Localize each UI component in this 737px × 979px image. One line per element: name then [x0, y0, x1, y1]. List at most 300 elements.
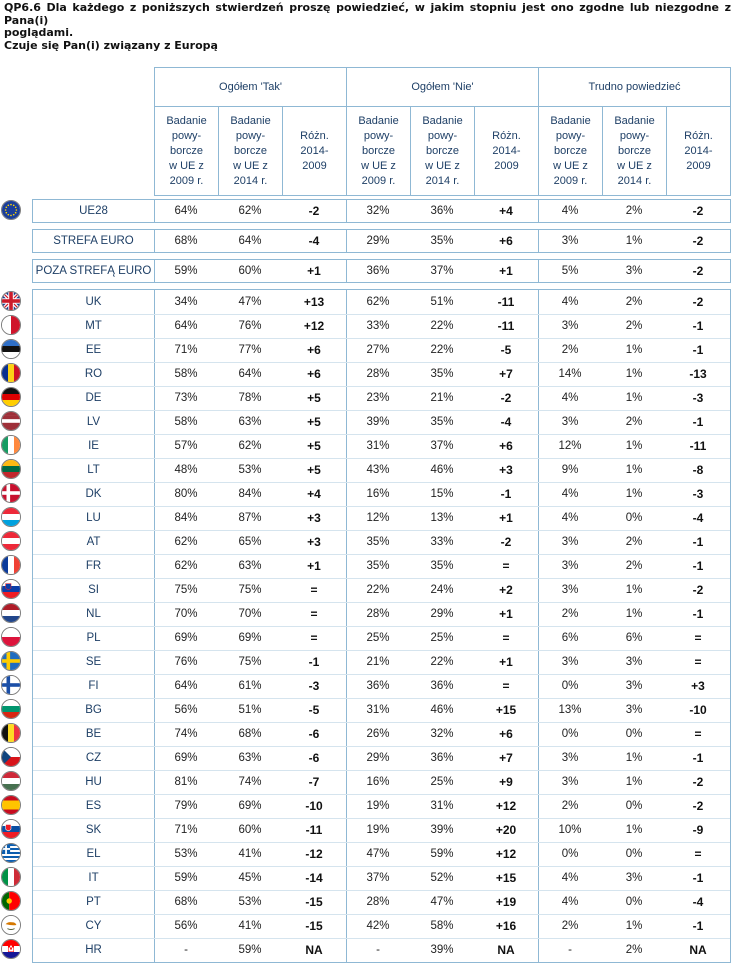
diff-cell: +15	[495, 871, 517, 885]
value-cell: 2%	[625, 416, 643, 428]
value-cell: 31%	[366, 440, 390, 452]
diff-cell: -2	[500, 535, 512, 549]
value-cell: 3%	[625, 265, 643, 277]
diff-cell: -3	[692, 391, 704, 405]
diff-cell: +12	[495, 799, 517, 813]
row-label: EL	[86, 848, 101, 860]
value-cell: 68%	[238, 728, 262, 740]
flag-fr-icon	[1, 555, 21, 575]
diff-cell: =	[502, 631, 510, 645]
value-cell: 41%	[238, 848, 262, 860]
value-cell: 62%	[174, 536, 198, 548]
value-cell: 61%	[238, 680, 262, 692]
value-cell: 32%	[366, 205, 390, 217]
value-cell: 84%	[238, 488, 262, 500]
value-cell: 2%	[625, 944, 643, 956]
diff-cell: -6	[308, 751, 320, 765]
value-cell: 35%	[366, 560, 390, 572]
diff-cell: -2	[692, 583, 704, 597]
value-cell: 64%	[174, 320, 198, 332]
value-cell: 1%	[625, 440, 643, 452]
diff-cell: -2	[692, 799, 704, 813]
diff-cell: +16	[495, 919, 517, 933]
value-cell: 35%	[430, 235, 454, 247]
diff-cell: -1	[692, 415, 704, 429]
diff-cell: +1	[499, 264, 513, 278]
value-cell: 4%	[561, 392, 579, 404]
row-label: NL	[86, 608, 101, 620]
value-cell: 35%	[430, 560, 454, 572]
value-cell: 25%	[430, 632, 454, 644]
value-cell: 16%	[366, 488, 390, 500]
diff-cell: +4	[307, 487, 321, 501]
diff-cell: -1	[692, 871, 704, 885]
diff-cell: +12	[495, 847, 517, 861]
flag-cy-icon	[1, 915, 21, 935]
value-cell: 45%	[238, 872, 262, 884]
value-cell: 0%	[625, 728, 643, 740]
value-cell: 71%	[174, 344, 198, 356]
flag-fi-icon	[1, 675, 21, 695]
diff-cell: +5	[307, 463, 321, 477]
question-title	[4, 2, 731, 52]
flag-hr-icon	[1, 939, 21, 959]
value-cell: 5%	[561, 265, 579, 277]
row-label: PT	[86, 896, 101, 908]
value-cell: 3%	[561, 416, 579, 428]
row-label: UK	[85, 296, 102, 308]
value-cell: 4%	[561, 205, 579, 217]
column-header-4: Badanie powy- borcze w UE z 2009 r.	[347, 107, 411, 195]
value-cell: 62%	[238, 440, 262, 452]
diff-cell: -5	[308, 703, 320, 717]
value-cell: 64%	[174, 205, 198, 217]
column-header-7: Badanie powy- borcze w UE z 2009 r.	[539, 107, 603, 195]
row-label: DK	[85, 488, 102, 500]
diff-cell: -2	[692, 775, 704, 789]
diff-cell: -12	[305, 847, 323, 861]
value-cell: 39%	[366, 416, 390, 428]
diff-cell: +3	[307, 535, 321, 549]
diff-cell: +1	[499, 607, 513, 621]
value-cell: 64%	[238, 368, 262, 380]
value-cell: 19%	[366, 824, 390, 836]
diff-cell: -4	[692, 895, 704, 909]
diff-cell: +5	[307, 391, 321, 405]
value-cell: 3%	[625, 704, 643, 716]
flag-pt-icon	[1, 891, 21, 911]
flag-sk-icon	[1, 819, 21, 839]
column-header-1: Badanie powy- borcze w UE z 2009 r.	[155, 107, 219, 195]
value-cell: 69%	[174, 632, 198, 644]
value-cell: 39%	[430, 824, 454, 836]
value-cell: 75%	[238, 656, 262, 668]
value-cell: 0%	[625, 512, 643, 524]
value-cell: 6%	[561, 632, 579, 644]
value-cell: 68%	[174, 896, 198, 908]
row-label: LT	[87, 464, 100, 476]
diff-cell: +2	[499, 583, 513, 597]
diff-cell: +13	[303, 295, 325, 309]
value-cell: 42%	[366, 920, 390, 932]
row-label: FR	[85, 560, 102, 572]
diff-cell: -7	[308, 775, 320, 789]
value-cell: 12%	[366, 512, 390, 524]
diff-cell: +9	[499, 775, 513, 789]
diff-cell: -1	[692, 319, 704, 333]
value-cell: 60%	[238, 265, 262, 277]
value-cell: 22%	[430, 656, 454, 668]
diff-cell: NA	[689, 943, 707, 957]
diff-cell: +1	[307, 264, 321, 278]
value-cell: 59%	[174, 265, 198, 277]
title-line-1: QP6.6 Dla każdego z poniższych stwierdzeń proszę powiedzieć, w jakim stopniu jest ono zgodne lub niezgodne z Pana(i)	[4, 1, 731, 27]
diff-cell: -8	[692, 463, 704, 477]
value-cell: 3%	[561, 560, 579, 572]
value-cell: 0%	[625, 896, 643, 908]
value-cell: 68%	[174, 235, 198, 247]
value-cell: 78%	[238, 392, 262, 404]
value-cell: 69%	[238, 632, 262, 644]
diff-cell: -5	[500, 343, 512, 357]
value-cell: 60%	[238, 824, 262, 836]
value-cell: 16%	[366, 776, 390, 788]
value-cell: 2%	[625, 536, 643, 548]
country-rows	[32, 289, 731, 963]
value-cell: 65%	[238, 536, 262, 548]
diff-cell: -10	[305, 799, 323, 813]
value-cell: 80%	[174, 488, 198, 500]
flag-ro-icon	[1, 363, 21, 383]
value-cell: 1%	[625, 464, 643, 476]
value-cell: 3%	[625, 656, 643, 668]
value-cell: 0%	[561, 680, 579, 692]
summary-row	[32, 199, 731, 223]
flag-be-icon	[1, 723, 21, 743]
value-cell: 69%	[174, 752, 198, 764]
value-cell: 63%	[238, 560, 262, 572]
flag-lv-icon	[1, 411, 21, 431]
value-cell: 77%	[238, 344, 262, 356]
value-cell: 27%	[366, 344, 390, 356]
row-label: IT	[88, 872, 99, 884]
flag-es-icon	[1, 795, 21, 815]
value-cell: 59%	[174, 872, 198, 884]
value-cell: 29%	[366, 752, 390, 764]
diff-cell: +6	[307, 343, 321, 357]
row-label: LV	[86, 416, 101, 428]
value-cell: 0%	[561, 728, 579, 740]
value-cell: 1%	[625, 608, 643, 620]
value-cell: 13%	[430, 512, 454, 524]
diff-cell: +7	[499, 367, 513, 381]
value-cell: 46%	[430, 704, 454, 716]
diff-cell: +6	[499, 439, 513, 453]
value-cell: 28%	[366, 368, 390, 380]
diff-cell: -11	[689, 439, 707, 453]
value-cell: 37%	[430, 265, 454, 277]
value-cell: 46%	[430, 464, 454, 476]
value-cell: 1%	[625, 368, 643, 380]
value-cell: 31%	[366, 704, 390, 716]
diff-cell: =	[310, 583, 318, 597]
flag-it-icon	[1, 867, 21, 887]
diff-cell: +19	[495, 895, 517, 909]
diff-cell: =	[694, 847, 702, 861]
summary-row	[32, 259, 731, 283]
row-label: IE	[88, 440, 99, 452]
diff-cell: +6	[499, 727, 513, 741]
value-cell: 53%	[174, 848, 198, 860]
diff-cell: NA	[497, 943, 515, 957]
flag-ee-icon	[1, 339, 21, 359]
diff-cell: -1	[692, 919, 704, 933]
diff-cell: -3	[308, 679, 320, 693]
value-cell: 35%	[430, 368, 454, 380]
diff-cell: +6	[499, 234, 513, 248]
diff-cell: -2	[692, 234, 704, 248]
column-header-5: Badanie powy- borcze w UE z 2014 r.	[411, 107, 475, 195]
diff-cell: +3	[307, 511, 321, 525]
diff-cell: +3	[691, 679, 705, 693]
value-cell: 19%	[366, 800, 390, 812]
diff-cell: -4	[692, 511, 704, 525]
diff-cell: -9	[692, 823, 704, 837]
value-cell: 3%	[561, 536, 579, 548]
value-cell: 3%	[625, 680, 643, 692]
diff-cell: -14	[305, 871, 323, 885]
diff-cell: -11	[497, 295, 515, 309]
diff-cell: -1	[692, 607, 704, 621]
value-cell: 36%	[366, 680, 390, 692]
value-cell: 70%	[238, 608, 262, 620]
value-cell: 63%	[238, 752, 262, 764]
diff-cell: -1	[692, 751, 704, 765]
value-cell: 29%	[430, 608, 454, 620]
diff-cell: -2	[692, 264, 704, 278]
value-cell: 69%	[238, 800, 262, 812]
value-cell: 64%	[174, 680, 198, 692]
value-cell: 36%	[430, 205, 454, 217]
title-line-2: poglądami.	[4, 26, 74, 39]
diff-cell: =	[502, 679, 510, 693]
value-cell: 21%	[366, 656, 390, 668]
value-cell: 33%	[366, 320, 390, 332]
value-cell: -	[568, 944, 572, 956]
value-cell: 26%	[366, 728, 390, 740]
row-label: HU	[85, 776, 102, 788]
diff-cell: -6	[308, 727, 320, 741]
value-cell: 81%	[174, 776, 198, 788]
diff-cell: NA	[305, 943, 323, 957]
flag-nl-icon	[1, 603, 21, 623]
value-cell: 75%	[238, 584, 262, 596]
flag-ie-icon	[1, 435, 21, 455]
row-label: SK	[85, 824, 102, 836]
value-cell: 1%	[625, 235, 643, 247]
value-cell: 75%	[174, 584, 198, 596]
value-cell: 13%	[558, 704, 582, 716]
value-cell: 53%	[238, 896, 262, 908]
diff-cell: -1	[308, 655, 320, 669]
value-cell: 51%	[238, 704, 262, 716]
value-cell: 6%	[625, 632, 643, 644]
value-cell: 84%	[174, 512, 198, 524]
diff-cell: -3	[692, 487, 704, 501]
value-cell: 3%	[561, 320, 579, 332]
value-cell: 3%	[561, 752, 579, 764]
diff-cell: -13	[689, 367, 707, 381]
row-label: PL	[86, 632, 101, 644]
value-cell: 58%	[174, 368, 198, 380]
row-label: SE	[85, 656, 102, 668]
column-header-6: Różn. 2014- 2009	[475, 107, 539, 195]
diff-cell: -4	[500, 415, 512, 429]
value-cell: 34%	[174, 296, 198, 308]
value-cell: -	[184, 944, 188, 956]
value-cell: 2%	[561, 920, 579, 932]
value-cell: 14%	[558, 368, 582, 380]
value-cell: 58%	[174, 416, 198, 428]
diff-cell: -1	[692, 343, 704, 357]
row-label: BE	[85, 728, 102, 740]
value-cell: 33%	[430, 536, 454, 548]
group-header-1: Ogółem 'Tak'	[155, 68, 347, 107]
diff-cell: +1	[499, 655, 513, 669]
flag-lt-icon	[1, 459, 21, 479]
row-label: MT	[85, 320, 102, 332]
flag-si-icon	[1, 579, 21, 599]
diff-cell: +4	[499, 204, 513, 218]
value-cell: 2%	[625, 296, 643, 308]
flag-dk-icon	[1, 483, 21, 503]
summary-row	[32, 229, 731, 253]
value-cell: 0%	[625, 800, 643, 812]
diff-cell: +20	[495, 823, 517, 837]
value-cell: 73%	[174, 392, 198, 404]
value-cell: 64%	[238, 235, 262, 247]
row-label: STREFA EURO	[53, 235, 134, 247]
value-cell: -	[376, 944, 380, 956]
row-label: RO	[84, 368, 103, 380]
value-cell: 59%	[238, 944, 262, 956]
diff-cell: =	[310, 631, 318, 645]
value-cell: 57%	[174, 440, 198, 452]
value-cell: 0%	[561, 848, 579, 860]
diff-cell: +15	[495, 703, 517, 717]
value-cell: 39%	[430, 944, 454, 956]
value-cell: 43%	[366, 464, 390, 476]
value-cell: 4%	[561, 488, 579, 500]
value-cell: 3%	[561, 776, 579, 788]
row-label: CY	[85, 920, 102, 932]
value-cell: 56%	[174, 704, 198, 716]
flag-uk-icon	[1, 291, 21, 311]
diff-cell: -1	[500, 487, 512, 501]
diff-cell: -4	[308, 234, 320, 248]
value-cell: 36%	[430, 752, 454, 764]
flag-at-icon	[1, 531, 21, 551]
value-cell: 36%	[430, 680, 454, 692]
flag-pl-icon	[1, 627, 21, 647]
value-cell: 62%	[238, 205, 262, 217]
value-cell: 32%	[430, 728, 454, 740]
value-cell: 2%	[561, 608, 579, 620]
row-label: CZ	[85, 752, 102, 764]
value-cell: 1%	[625, 344, 643, 356]
flag-de-icon	[1, 387, 21, 407]
table-header	[154, 67, 731, 196]
value-cell: 29%	[366, 235, 390, 247]
row-label: BG	[85, 704, 102, 716]
row-label: SI	[88, 584, 99, 596]
value-cell: 25%	[430, 776, 454, 788]
row-label: POZA STREFĄ EURO	[35, 265, 152, 277]
row-label: AT	[86, 536, 101, 548]
value-cell: 87%	[238, 512, 262, 524]
row-label: EE	[85, 344, 102, 356]
value-cell: 62%	[174, 560, 198, 572]
value-cell: 10%	[558, 824, 582, 836]
group-header-2: Ogółem 'Nie'	[347, 68, 539, 107]
value-cell: 47%	[366, 848, 390, 860]
value-cell: 1%	[625, 752, 643, 764]
flag-cz-icon	[1, 747, 21, 767]
value-cell: 74%	[238, 776, 262, 788]
value-cell: 47%	[430, 896, 454, 908]
value-cell: 1%	[625, 488, 643, 500]
value-cell: 3%	[561, 656, 579, 668]
value-cell: 59%	[430, 848, 454, 860]
diff-cell: -1	[692, 535, 704, 549]
diff-cell: +1	[307, 559, 321, 573]
value-cell: 0%	[625, 848, 643, 860]
row-label: UE28	[79, 205, 108, 217]
row-label: FI	[88, 680, 99, 692]
value-cell: 37%	[430, 440, 454, 452]
value-cell: 2%	[625, 560, 643, 572]
value-cell: 62%	[366, 296, 390, 308]
value-cell: 4%	[561, 872, 579, 884]
flag-se-icon	[1, 651, 21, 671]
value-cell: 79%	[174, 800, 198, 812]
value-cell: 48%	[174, 464, 198, 476]
value-cell: 25%	[366, 632, 390, 644]
diff-cell: +6	[307, 367, 321, 381]
diff-cell: -2	[692, 295, 704, 309]
value-cell: 36%	[366, 265, 390, 277]
value-cell: 35%	[366, 536, 390, 548]
value-cell: 63%	[238, 416, 262, 428]
diff-cell: -2	[692, 204, 704, 218]
row-label: ES	[85, 800, 102, 812]
value-cell: 1%	[625, 824, 643, 836]
value-cell: 2%	[561, 344, 579, 356]
value-cell: 70%	[174, 608, 198, 620]
value-cell: 15%	[430, 488, 454, 500]
column-header-3: Różn. 2014- 2009	[283, 107, 347, 195]
row-label: DE	[85, 392, 102, 404]
diff-cell: +7	[499, 751, 513, 765]
value-cell: 47%	[238, 296, 262, 308]
diff-cell: =	[694, 727, 702, 741]
column-header-8: Badanie powy- borcze w UE z 2014 r.	[603, 107, 667, 195]
group-header-3: Trudno powiedzieć	[539, 68, 730, 107]
value-cell: 21%	[430, 392, 454, 404]
diff-cell: -15	[305, 919, 323, 933]
flag-mt-icon	[1, 315, 21, 335]
diff-cell: +3	[499, 463, 513, 477]
